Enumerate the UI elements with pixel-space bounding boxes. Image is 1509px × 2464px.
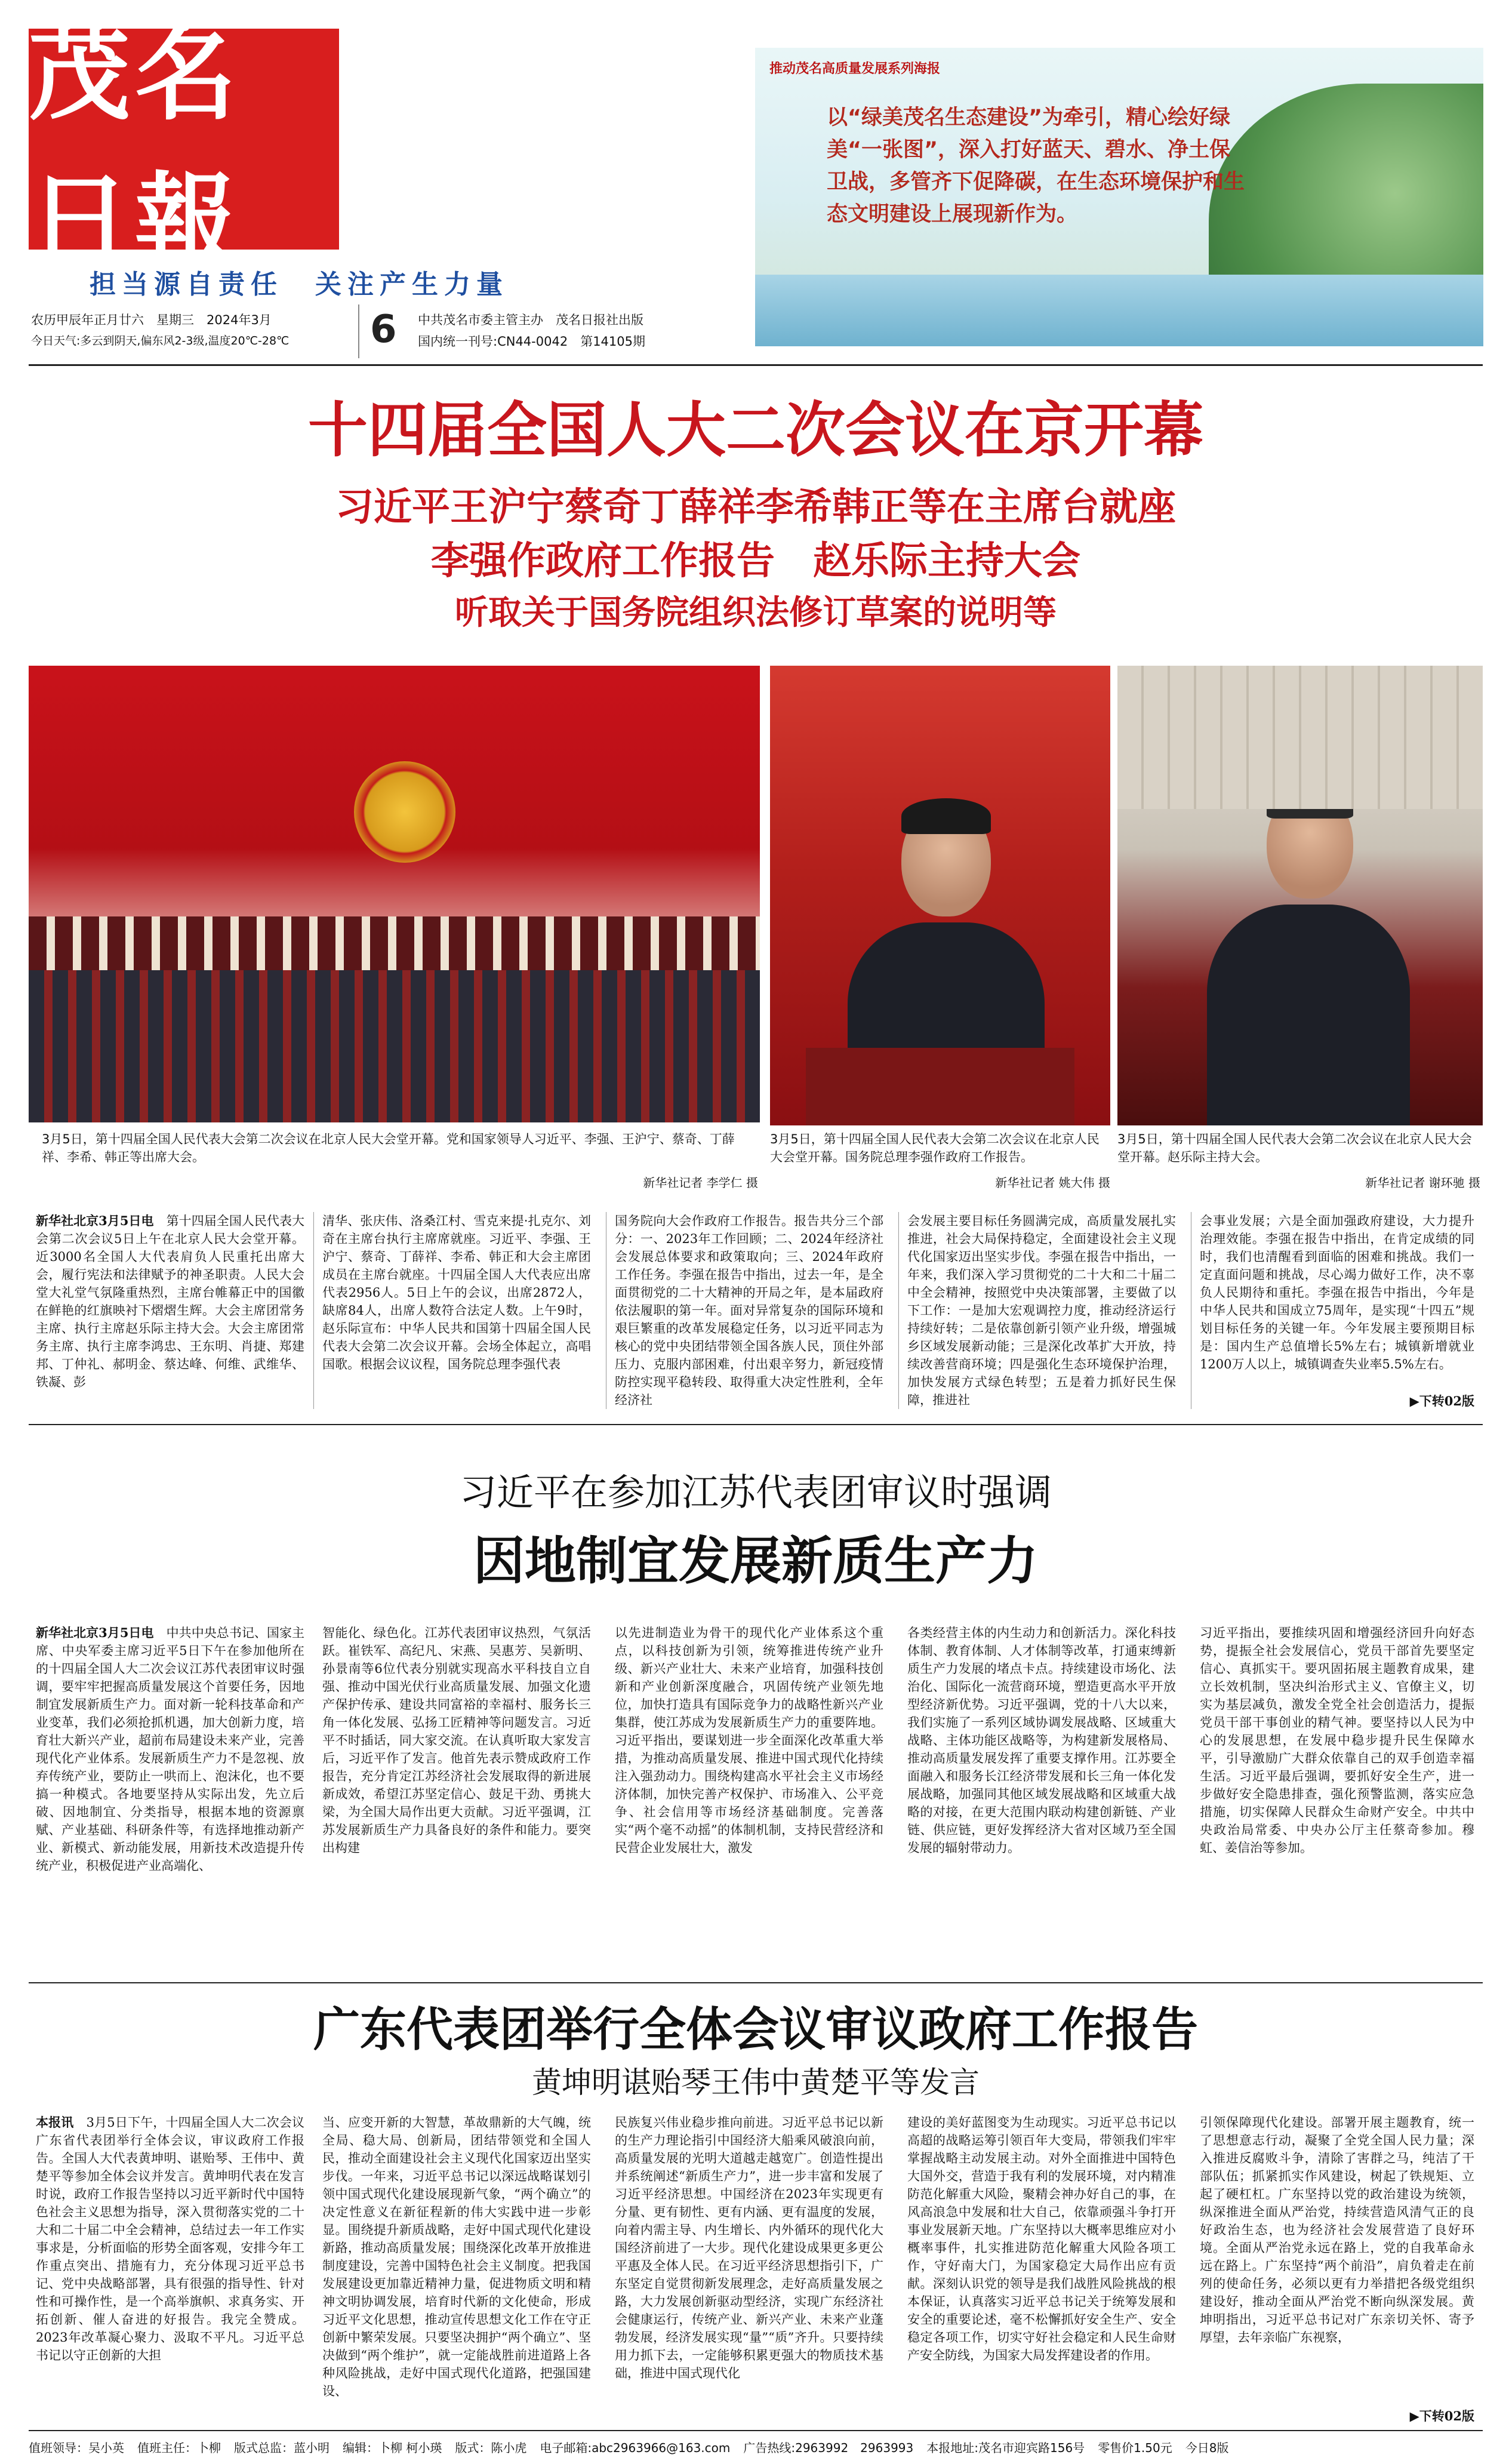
- footer-item: 编辑：卜柳 柯小瑛: [343, 2440, 442, 2455]
- story3-col-1: [36, 2114, 304, 2424]
- banner-text: 以“绿美茂名生态建设”为牵引，精心绘好绿美“一张图”，深入打好蓝天、碧水、净土保卫战，多管齐下促降碳，在生态环境保护和生态文明建设上展现新作为。: [827, 106, 1245, 226]
- story2-kicker: 习近平在参加江苏代表团审议时强调: [459, 1471, 1052, 1514]
- main-story-col-1: [36, 1212, 304, 1409]
- main-story-col-4: 会发展主要目标任务圆满完成，高质量发展扎实推进，社会大局保持稳定，全面建设社会主义现代化国家迈出坚实步伐。李强在报告中指出，一年来，我们深入学习贯彻党的二十大和二十届二中全会精神，按照党中央决策部署，主要做了以下工作：一是加大宏观调控力度，推动经济运行持续好转；二是依靠创新引领产业升级，增强城乡区域发展新动能；三是深化改革扩大开放，持续改善营商环境；四是强化生态环境保护治理，加快发展方式绿色转型；五是着力抓好民生保障，推进社: [907, 1214, 1176, 1407]
- ad-banner[interactable]: [755, 48, 1483, 346]
- photo1-credit: 新华社记者 李学仁 摄: [643, 1176, 758, 1190]
- story2-dateline: 新华社北京3月5日电: [36, 1625, 154, 1640]
- story2-col-3: 以先进制造业为骨干的现代化产业体系这个重点，以科技创新为引领，统筹推进传统产业升级、新兴产业壮大、未来产业培育，加强科技创新和产业创新深度融合，巩固传统产业领先地位，加快打造具有国际竞争力的战略性新兴产业集群，使江苏成为发展新质生产力的重要阵地。习近平指出，要谋划进一步全面深化改革重大举措，为推动高质量发展、推进中国式现代化持续注入强劲动力。围绕构建高水平社会主义市场经济体制，加快完善产权保护、市场准入、公平竞争、社会信用等市场经济基础制度。完善落实“两个毫不动摇”的体制机制，支持民营经济和民营企业发展壮大，激发: [615, 1626, 883, 1855]
- story2-headline[interactable]: 因地制宜发展新质生产力: [473, 1531, 1038, 1591]
- issn-line: 国内统一刊号:CN44-0042 第14105期: [418, 334, 645, 349]
- footer-rule: [29, 2430, 1483, 2431]
- footer-item: 值班主任：卜柳: [137, 2440, 221, 2455]
- masthead-logo: [29, 15, 339, 281]
- main-subheadline-3: 听取关于国务院组织法修订草案的说明等: [455, 593, 1057, 632]
- column-divider: [313, 1212, 314, 1409]
- podium-graphic: [806, 1048, 1074, 1125]
- main-story-jump[interactable]: ▶下转02版: [1409, 1394, 1474, 1408]
- section-rule-1: [29, 1424, 1483, 1425]
- photo-zhao-leji[interactable]: [1117, 666, 1483, 1125]
- main-story-col-5: 会事业发展；六是全面加强政府建设，大力提升治理效能。李强在报告中指出，在肯定成绩的同时，我们也清醒看到面临的困难和挑战。我们一定直面问题和挑战，尽心竭力做好工作，决不辜负人民期待和重托。李强在报告中指出，今年是中华人民共和国成立75周年，是实现“十四五”规划目标任务的关键一年。今年发展主要预期目标是：国内生产总值增长5%左右；城镇新增就业1200万人以上，城镇调查失业率5.5%左右。: [1200, 1214, 1474, 1371]
- national-emblem-graphic: [354, 761, 455, 863]
- section-rule-2: [29, 1982, 1483, 1983]
- publisher-line: 中共茂名市委主管主办 茂名日报社出版: [418, 313, 643, 327]
- main-story-jump-label: 下转02版: [1419, 1394, 1474, 1408]
- story2-text: 中共中央总书记、国家主席、中央军委主席习近平5日下午在参加他所在的十四届全国人大二次会议江苏代表团审议时强调，要牢牢把握高质量发展这个首要任务，因地制宜发展新质生产力。面对新一轮科技革命和产业变革，我们必须抢抓机遇，加大创新力度，培育壮大新兴产业，超前布局建设未来产业，完善现代化产业体系。发展新质生产力不是忽视、放弃传统产业，要防止一哄而上、泡沫化，也不要搞一种模式。各地要坚持从实际出发，先立后破、因地制宜、分类指导，根据本地的资源禀赋、产业基础、科研条件等，有选择地推动新产业、新模式、新动能发展，用新技术改造提升传统产业，积极促进产业高端化、: [36, 1626, 304, 1873]
- story2-col-4: 各类经营主体的内生动力和创新活力。深化科技体制、教育体制、人才体制等改革，打通束缚新质生产力发展的堵点卡点。持续建设市场化、法治化、国际化一流营商环境，塑造更高水平开放型经济新优势。习近平强调，党的十八大以来，我们实施了一系列区域协调发展战略、区域重大战略、主体功能区战略等，为构建新发展格局、推动高质量发展发挥了重要支撑作用。江苏要全面融入和服务长江经济带发展和长三角一体化发展战略，加强同其他区域发展战略和区域重大战略的对接，在更大范围内联动构建创新链、产业链、供应链，更好发挥经济大省对区域乃至全国发展的辐射带动力。: [907, 1626, 1176, 1855]
- page-number: 6: [370, 307, 397, 352]
- main-headline[interactable]: 十四届全国人大二次会议在京开幕: [308, 395, 1203, 465]
- main-subheadline-2: 李强作政府工作报告 赵乐际主持大会: [431, 539, 1080, 583]
- story3-col-4: 建设的美好蓝图变为生动现实。习近平总书记以高超的战略运筹引领百年大变局，带领我们牢牢掌握战略主动发展主动。对外全面推进中国特色大国外交，营造于我有利的发展环境，对内精准防范化解重大风险，聚精会神办好自己的事，在风高浪急中发展和壮大自己，依靠顽强斗争打开事业发展新天地。广东坚持以大概率思维应对小概率事件，扎实推进防范化解重大风险各项工作，守好南大门，为国家稳定大局作出应有贡献。深刻认识党的领导是我们战胜风险挑战的根本保证，认真落实习近平总书记关于统筹发展和安全的重要论述，毫不松懈抓好安全生产、安全稳定各项工作，切实守好社会稳定和人民生命财产安全防线，为国家大局发挥建设者的作用。: [907, 2115, 1176, 2363]
- masthead-divider: [358, 304, 359, 358]
- footer-email[interactable]: 电子邮箱:abc2963966@163.com: [540, 2440, 731, 2455]
- photo1-caption: 3月5日，第十四届全国人民代表大会第二次会议在北京人民大会堂开幕。党和国家领导人习近平、李强、王沪宁、蔡奇、丁薛祥、李希、韩正等出席大会。: [42, 1132, 735, 1164]
- rostrum-graphic: [29, 916, 760, 970]
- photo3-caption: 3月5日，第十四届全国人民代表大会第二次会议在北京人民大会堂开幕。赵乐际主持大会。: [1117, 1132, 1472, 1164]
- footer: [29, 2436, 1483, 2457]
- footer-item: 版式总监：蓝小明: [234, 2440, 329, 2455]
- figure-suit: [1207, 905, 1410, 1125]
- photo2-credit: 新华社记者 姚大伟 摄: [995, 1176, 1110, 1190]
- photo2-caption: 3月5日，第十四届全国人民代表大会第二次会议在北京人民大会堂开幕。国务院总理李强作政府工作报告。: [770, 1132, 1100, 1164]
- masthead-title: 茂名日報: [29, 15, 242, 281]
- photo-li-qiang[interactable]: [770, 666, 1110, 1125]
- footer-item: 今日8版: [1185, 2440, 1229, 2455]
- story2-col-2: 智能化、绿色化。江苏代表团审议热烈，气氛活跃。崔铁军、高纪凡、宋燕、吴惠芳、吴新明、孙景南等6位代表分别就实现高水平科技自立自强、推动中国光伏行业高质量发展、加强文化遗产保护传承、建设共同富裕的幸福村、服务长三角一体化发展、弘扬工匠精神等问题发言。习近平不时插话，同大家交流。在认真听取大家发言后，习近平作了发言。他首先表示赞成政府工作报告，充分肯定江苏经济社会发展取得的新进展新成效，希望江苏坚定信心、鼓足干劲、勇挑大梁，为全国大局作出更大贡献。习近平强调，江苏发展新质生产力具备良好的条件和能力。要突出构建: [322, 1626, 591, 1855]
- story3-headline[interactable]: 广东代表团举行全体会议审议政府工作报告: [313, 2002, 1198, 2057]
- story3-col-5: 引领保障现代化建设。部署开展主题教育，统一了思想意志行动，凝聚了全党全国人民力量；深入推进反腐败斗争，清除了害群之马，纯洁了干部队伍；抓紧抓实作风建设，树起了铁规矩、立起了硬杠杠。广东坚持以党的政治建设为统领，纵深推进全面从严治党，持续营造风清气正的良好政治生态，也为经济社会发展营造了良好环境。全面从严治党永远在路上，党的自我革命永远在路上。广东坚持“两个前沿”，肩负着走在前列的使命任务，必须以更有力举措把各级党组织建设好，推动全面从严治党不断向纵深发展。黄坤明指出，习近平总书记对广东亲切关怀、寄予厚望，去年亲临广东视察，: [1200, 2115, 1474, 2345]
- main-story-col-2: 清华、张庆伟、洛桑江村、雪克来提·扎克尔、刘奇在主席台执行主席席就座。习近平、李强、王沪宁、蔡奇、丁薛祥、李希、韩正和大会主席团成员在主席台就座。十四届全国人大代表应出席代表2956人。5日上午的会议，出席2872人，缺席84人，出席人数符合法定人数。上午9时，赵乐际宣布：中华人民共和国第十四届全国人民代表大会第二次会议开幕。会场全体起立，高唱国歌。根据会议议程，国务院总理李强代表: [322, 1214, 591, 1371]
- banner-header: 推动茂名高质量发展系列海报: [769, 61, 941, 76]
- window-backdrop-graphic: [1117, 666, 1483, 809]
- story3-col-2: 当、应变开新的大智慧，革故鼎新的大气魄，统全局、稳大局、创新局，团结带领党和全国人民，推动全面建设社会主义现代化国家迈出坚实步伐。一年来，习近平总书记以深远战略谋划引领中国式现代化建设展现新气象，“两个确立”的决定性意义在新征程新的伟大实践中进一步彰显。围绕提升新质战略，走好中国式现代化建设新路，推动高质量发展；围绕深化改革开放推进制度建设，完善中国特色社会主义制度。把我国发展建设更加靠近精神力量，促进物质文明和精神文明协调发展，培育时代新的文化使命，形成习近平文化思想，推动宣传思想文化工作在守正创新中繁荣发展。只要坚决拥护“两个确立”、坚决做到“两个维护”，就一定能战胜前进道路上各种风险挑战，走好中国式现代化道路，把强国建设、: [322, 2115, 591, 2398]
- footer-item: 广告热线:2963992 2963993: [743, 2440, 914, 2455]
- banner-lake-graphic: [755, 275, 1483, 346]
- story3-jump[interactable]: ▶下转02版: [1409, 2408, 1474, 2423]
- photo3-credit: 新华社记者 谢环驰 摄: [1365, 1176, 1480, 1190]
- masthead-slogan: 担当源自责任 关注产生力量: [90, 269, 509, 300]
- story2-col-5: 习近平指出，要推续巩固和增强经济回升向好态势，提振全社会发展信心，党员干部首先要坚定信心、真抓实干。要巩固拓展主题教育成果，建立长效机制，坚决纠治形式主义、官僚主义，切实为基层减负，激发全党全社会创造活力，提振党员干部干事创业的精气神。要坚持以人民为中心的发展思想，在发展中稳步提升民生保障水平，引导激励广大群众依靠自己的双手创造幸福生活。习近平最后强调，要抓好安全生产，进一步做好安全隐患排查，强化预警监测，落实应急措施，切实保障人民群众生命财产安全。中共中央政治局常委、中央办公厅主任蔡奇参加。穆虹、姜信治等参加。: [1200, 1626, 1474, 1855]
- story3-text: 3月5日下午，十四届全国人大二次会议广东省代表团举行全体会议，审议政府工作报告。全国人大代表黄坤明、谌贻琴、王伟中、黄楚平等参加全体会议并发言。黄坤明代表在发言时说，政府工作报告坚持以习近平新时代中国特色社会主义思想为指导，深入贯彻落实党的二十大和二十届二中全会精神，总结过去一年工作实事求是，分析面临的形势全面客观，安排今年工作重点突出、措施有力，充分体现习近平总书记、党中央战略部署，具有很强的指导性、针对性和可操作性，是一个高举旗帜、求真务实、开拓创新、催人奋进的好报告。我完全赞成。2023年改革凝心聚力、汲取不平凡。习近平总书记以守正创新的大担: [36, 2115, 304, 2363]
- footer-item: 零售价1.50元: [1098, 2440, 1172, 2455]
- top-rule: [29, 364, 1483, 366]
- story3-col-3: 民族复兴伟业稳步推向前进。习近平总书记以新的生产力理论指引中国经济大船乘风破浪向前，高质量发展的光明大道越走越宽广。创造性提出并系统阐述“新质生产力”，进一步丰富和发展了习近平经济思想。中国经济在2023年实现更有分量、更有韧性、更有内涵、更有温度的发展，向着内需主导、内生增长、内外循环的现代化大国经济前进了一大步。现代化建设成果更多更公平惠及全体人民。在习近平经济思想指引下，广东坚定自觉贯彻新发展理念，走好高质量发展之路，大力发展创新驱动型经济，实现广东经济社会健康运行，传统产业、新兴产业、未来产业蓬勃发展，经济发展实现“量”“质”齐升。只要持续用力抓下去，一定能够积累更强大的物质技术基础，推进中国式现代化: [615, 2115, 883, 2380]
- main-story-text: 第十四届全国人民代表大会第二次会议5日上午在北京人民大会堂开幕。近3000名全国人大代表肩负人民重托出席大会，履行宪法和法律赋予的神圣职责。人民大会堂大礼堂气氛隆重热烈，主席台帷幕正中的国徽在鲜艳的红旗映衬下熠熠生辉。大会主席团常务主席、执行主席赵乐际主持大会。大会主席团常务主席、执行主席李鸿忠、王东明、肖捷、郑建邦、丁仲礼、郝明金、蔡达峰、何维、武维华、铁凝、彭: [36, 1214, 304, 1389]
- date-line: 农历甲辰年正月廿六 星期三 2024年3月: [31, 313, 272, 327]
- figure-hair: [901, 798, 991, 834]
- footer-item: 值班领导：吴小英: [29, 2440, 124, 2455]
- presidium-seats-graphic: [29, 970, 760, 1122]
- story2-col-1: [36, 1624, 304, 1970]
- main-story-col-3: 国务院向大会作政府工作报告。报告共分三个部分：一、2023年工作回顾；二、2024年经济社会发展总体要求和政策取向；三、2024年政府工作任务。李强在报告中指出，过去一年，是全面贯彻党的二十大精神的开局之年，是本届政府依法履职的第一年。面对异常复杂的国际环境和艰巨繁重的改革发展稳定任务，以习近平同志为核心的党中央团结带领全国各族人民，顶住外部压力、克服内部困难，付出艰辛努力，新冠疫情防控实现平稳转段、取得重大决定性胜利，全年经济社: [615, 1214, 883, 1407]
- story3-dateline: 本报讯: [36, 2115, 74, 2130]
- main-subheadline-1: 习近平王沪宁蔡奇丁薛祥李希韩正等在主席台就座: [335, 485, 1176, 530]
- footer-item: 本报地址:茂名市迎宾路156号: [926, 2440, 1085, 2455]
- photo-congress-hall[interactable]: [29, 666, 760, 1122]
- column-divider: [898, 1212, 899, 1409]
- footer-item: 版式：陈小虎: [455, 2440, 527, 2455]
- weather-line: 今日天气:多云到阴天,偏东风2-3级,温度20℃-28℃: [31, 334, 290, 347]
- main-story-dateline: 新华社北京3月5日电: [36, 1213, 154, 1228]
- story3-jump-label: 下转02版: [1419, 2408, 1474, 2423]
- story3-subheadline: 黄坤明谌贻琴王伟中黄楚平等发言: [532, 2065, 980, 2100]
